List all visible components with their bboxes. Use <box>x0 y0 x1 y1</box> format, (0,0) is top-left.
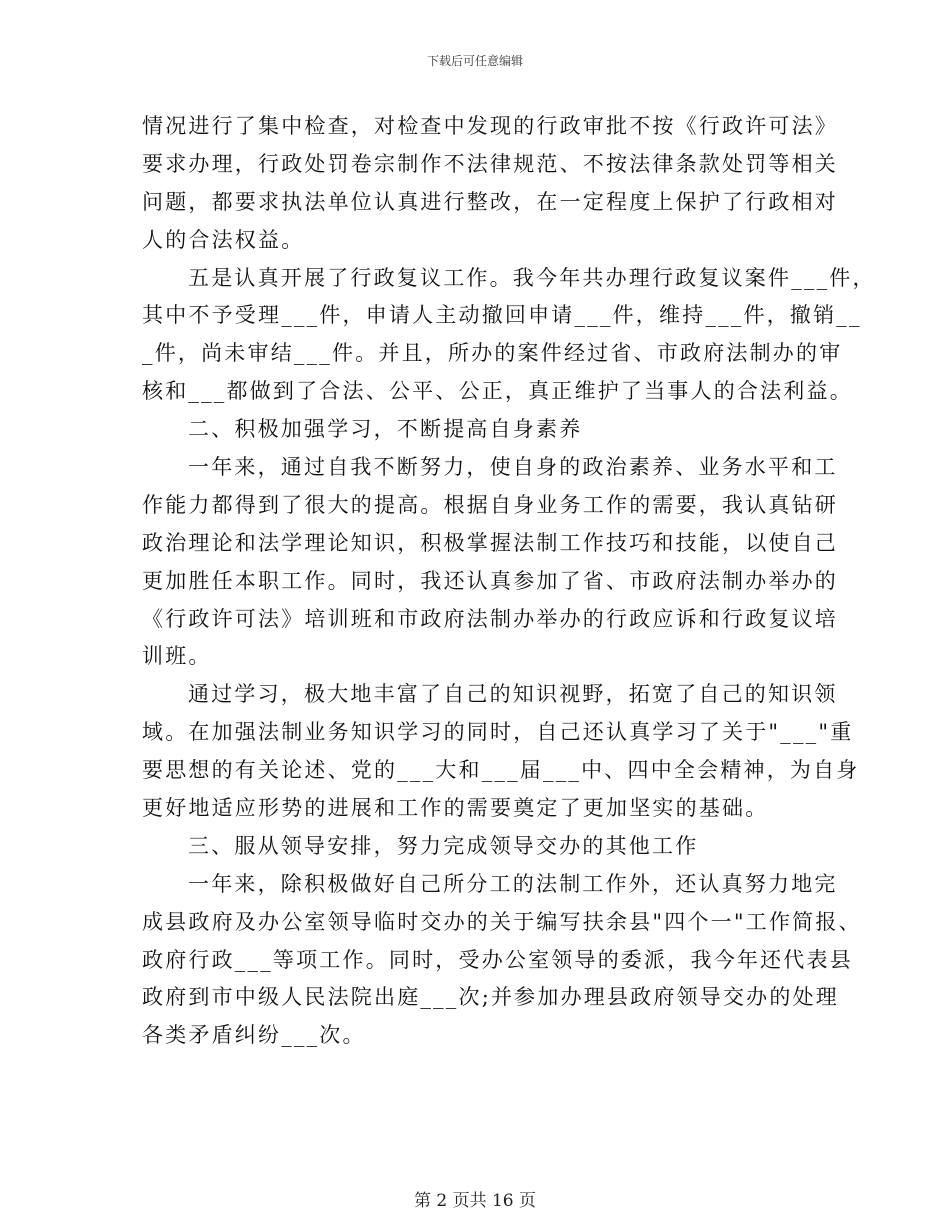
text-line: 域。在加强法制业务知识学习的同时，自己还认真学习了关于"___"重 <box>142 720 854 745</box>
page-header: 下载后可任意编辑 <box>426 54 523 68</box>
text-line: 政府到市中级人民法院出庭___次;并参加办理县政府领导交办的处理 <box>142 985 839 1010</box>
text-line: 人的合法权益。 <box>142 227 305 252</box>
text-line: 《行政许可法》培训班和市政府法制办举办的行政应诉和行政复议培 <box>142 606 838 631</box>
text-line: 一年来，通过自我不断努力，使自身的政治素养、业务水平和工 <box>188 455 838 480</box>
text-line: 问题，都要求执法单位认真进行整改，在一定程度上保护了行政相对 <box>142 189 838 214</box>
text-line: 其中不予受理___件，申请人主动撤回申请___件，维持___件，撤销__ <box>142 303 862 328</box>
text-line: 成县政府及办公室领导临时交办的关于编写扶余县"四个一"工作简报、 <box>142 909 862 934</box>
text-line: _件，尚未审结___件。并且，所办的案件经过省、市政府法制办的审 <box>142 341 843 366</box>
page-footer: 第 2 页共 16 页 <box>413 1191 537 1211</box>
text-line: 更好地适应形势的进展和工作的需要奠定了更加坚实的基础。 <box>142 796 769 821</box>
text-line: 通过学习，极大地丰富了自己的知识视野，拓宽了自己的知识领 <box>188 682 838 707</box>
text-line: 政治理论和法学理论知识，积极掌握法制工作技巧和技能，以使自己 <box>142 530 838 555</box>
text-line: 作能力都得到了很大的提高。根据自身业务工作的需要，我认真钻研 <box>142 492 838 517</box>
text-line: 要求办理，行政处罚卷宗制作不法律规范、不按法律条款处罚等相关 <box>142 151 838 176</box>
text-line: 政府行政___等项工作。同时，受办公室领导的委派，我今年还代表县 <box>142 947 853 972</box>
text-line: 各类矛盾纠纷___次。 <box>142 1023 366 1048</box>
text-line: 一年来，除积极做好自己所分工的法制工作外，还认真努力地完 <box>188 871 838 896</box>
text-line: 三、服从领导安排，努力完成领导交办的其他工作 <box>188 833 699 858</box>
text-line: 核和___都做到了合法、公平、公正，真正维护了当事人的合法利益。 <box>142 379 853 404</box>
text-line: 要思想的有关论述、党的___大和___届___中、四中全会精神，为自身 <box>142 758 860 783</box>
text-line: 更加胜任本职工作。同时，我还认真参加了省、市政府法制办举办的 <box>142 568 838 593</box>
text-line: 五是认真开展了行政复议工作。我今年共办理行政复议案件___件， <box>188 265 876 290</box>
text-line: 情况进行了集中检查，对检查中发现的行政审批不按《行政许可法》 <box>142 114 838 138</box>
text-line: 二、积极加强学习，不断提高自身素养 <box>188 417 583 442</box>
document-body <box>142 108 876 1055</box>
text-line: 训班。 <box>142 644 212 669</box>
